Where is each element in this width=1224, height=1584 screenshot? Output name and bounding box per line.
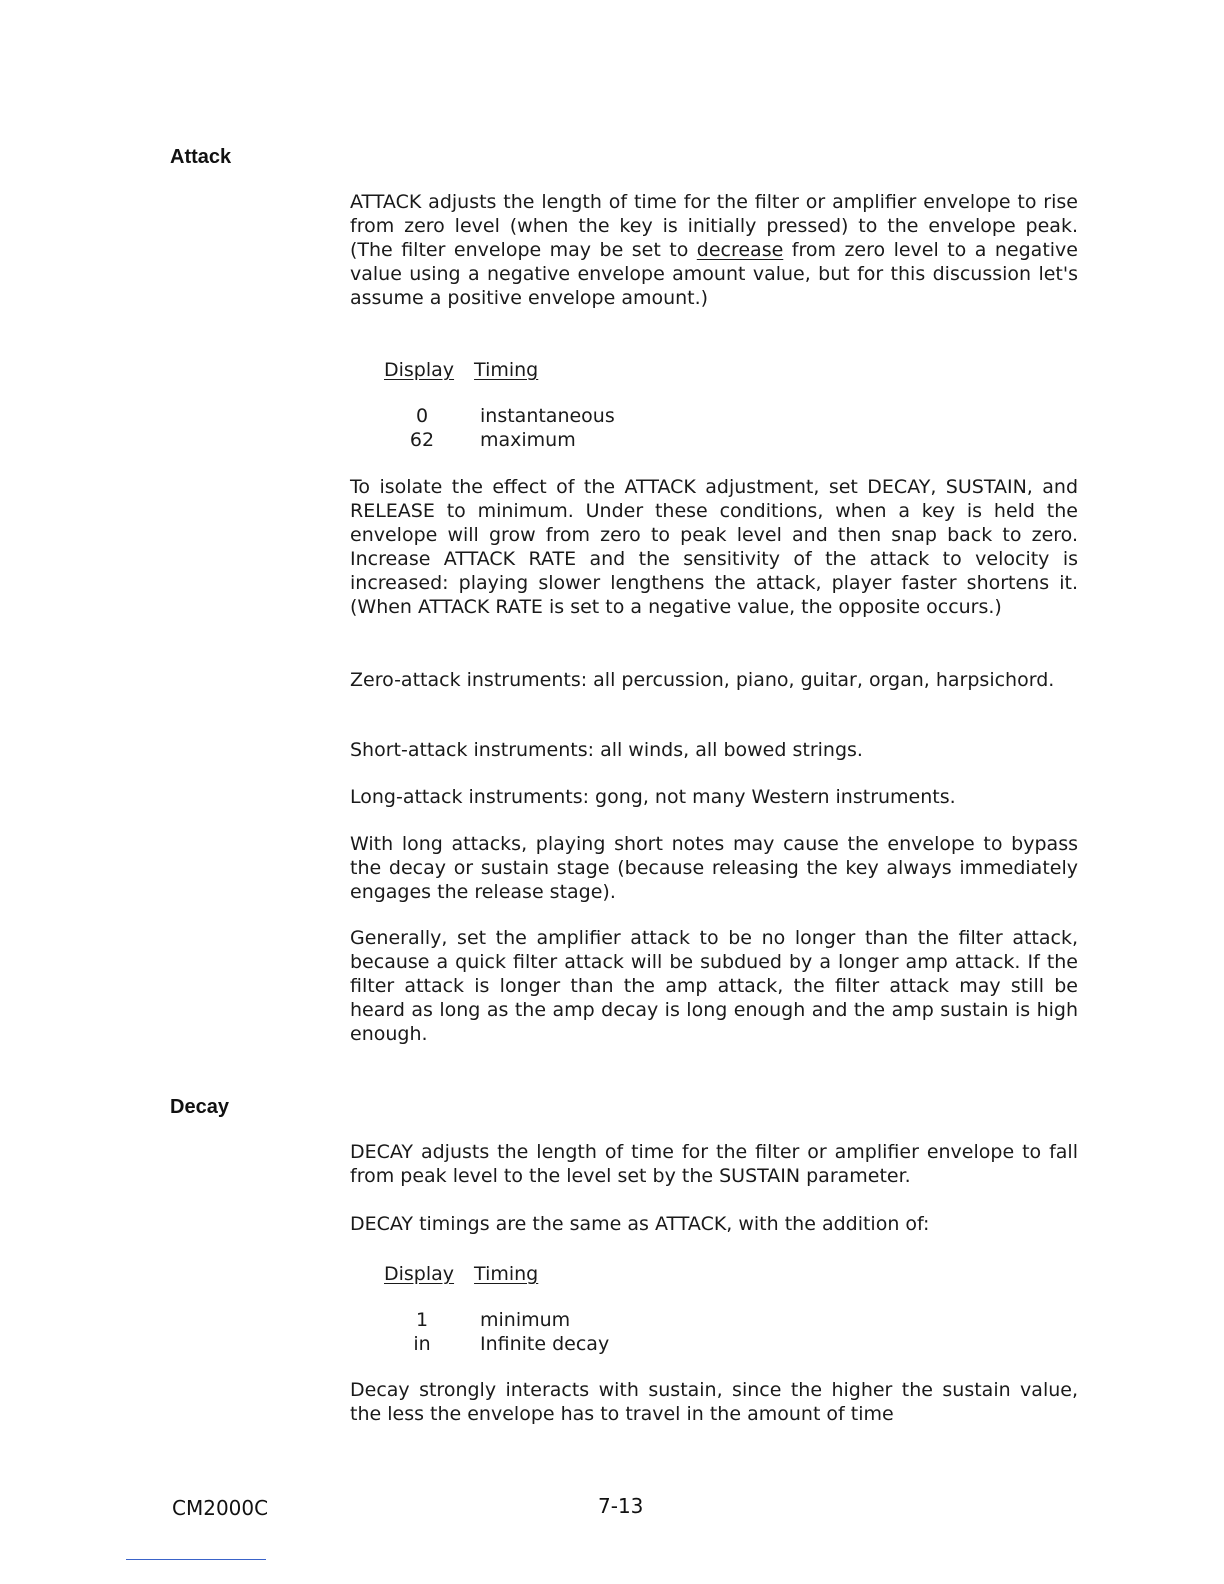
attack-paragraph-6: With long attacks, playing short notes may cause the envelope to bypass the decay or sustain stage (because releasing the key always immediately engages the release stage). [350,833,1078,903]
decay-table-header-timing: Timing [474,1263,539,1285]
table-row [384,1308,724,1332]
attack-table-header [384,358,724,382]
section-heading-decay: Decay [170,1096,229,1118]
decay-timing-table [384,1262,724,1356]
table-row [384,428,724,452]
table-cell-display: 1 [415,1309,429,1331]
attack-table-header-timing: Timing [474,359,539,381]
decay-table-header [384,1262,724,1286]
attack-paragraph-1-text-a: ATTACK adjusts the length of time for the filter or amplifier envelope to rise from zero level (when the key is initially pressed) to the envelope peak. (The filter envelope may be set to [350,191,1078,261]
table-row [384,1332,724,1356]
decay-paragraph-2: DECAY timings are the same as ATTACK, with the addition of: [350,1213,930,1235]
attack-paragraph-2: To isolate the effect of the ATTACK adjustment, set DECAY, SUSTAIN, and RELEASE to minimum. Under these conditions, when a key is held the envelope will grow from zero to peak level and then snap back to zero. Increase ATTACK RATE and the sensitivity of the attack to velocity is increased: playing slower lengthens the attack, player faster shortens it. (When ATTACK RATE is set to a negative value, the opposite occurs.) [350,476,1078,618]
attack-paragraph-7: Generally, set the amplifier attack to be no longer than the filter attack, because a quick filter attack will be subdued by a longer amp attack. If the filter attack is longer than the amp attack, the filter attack may still be heard as long as the amp decay is long enough and the amp sustain is high enough. [350,927,1078,1045]
table-cell-display: 62 [409,429,435,451]
attack-paragraph-1-emphasis: decrease [696,239,784,261]
footer-rule [126,1559,266,1560]
table-cell-timing: maximum [480,429,576,451]
footer-doc-id: CM2000C [172,1496,269,1520]
attack-paragraph-5: Long-attack instruments: gong, not many Western instruments. [350,786,956,808]
table-cell-timing: Infinite decay [480,1333,610,1355]
decay-paragraph-3: Decay strongly interacts with sustain, since the higher the sustain value, the less the envelope has to travel in the amount of time [350,1379,1078,1425]
attack-paragraph-4: Short-attack instruments: all winds, all bowed strings. [350,739,863,761]
table-cell-timing: instantaneous [480,405,615,427]
attack-timing-table [384,358,724,452]
table-cell-timing: minimum [480,1309,571,1331]
table-row [384,404,724,428]
table-cell-display: 0 [415,405,429,427]
section-heading-attack: Attack [170,146,232,168]
attack-table-header-display: Display [384,359,455,381]
attack-paragraph-3: Zero-attack instruments: all percussion, piano, guitar, organ, harpsichord. [350,669,1055,691]
footer-page-number: 7-13 [598,1494,644,1518]
decay-table-header-display: Display [384,1263,455,1285]
attack-paragraph-1 [350,190,1078,310]
decay-paragraph-1: DECAY adjusts the length of time for the filter or amplifier envelope to fall from peak level to the level set by the SUSTAIN parameter. [350,1141,1078,1187]
table-cell-display: in [413,1333,431,1355]
attack-paragraph-1-text-b: from zero level to a negative value using a negative envelope amount value, but for this discussion let's assume a positive envelope amount.) [350,239,1078,309]
